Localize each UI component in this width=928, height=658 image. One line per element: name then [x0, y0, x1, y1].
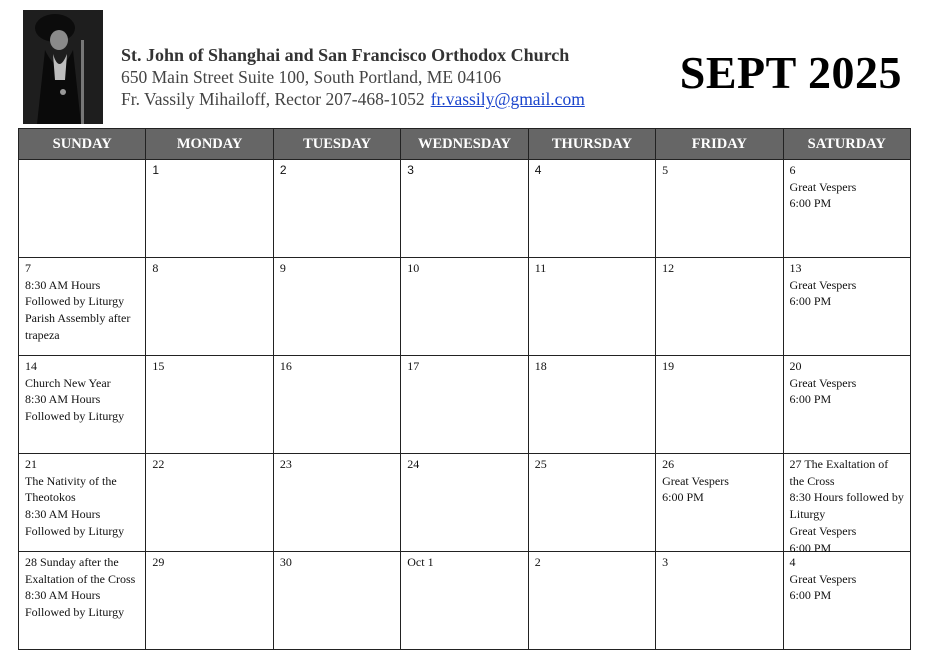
- day-event: 6:00 PM: [789, 196, 832, 211]
- day-event: Followed by Liturgy: [25, 523, 125, 538]
- day-event: 6:00 PM: [789, 588, 832, 603]
- day-cell-content: [152, 358, 266, 449]
- calendar-day-cell[interactable]: [19, 454, 146, 552]
- calendar-day-cell[interactable]: [273, 258, 400, 356]
- day-cell-content: [25, 456, 139, 547]
- day-number: 10: [407, 261, 420, 275]
- day-cell-content: [790, 260, 904, 351]
- day-number: 24: [407, 457, 420, 471]
- calendar-week-row: [19, 160, 911, 258]
- calendar-day-cell[interactable]: [401, 454, 528, 552]
- calendar-day-cell[interactable]: [146, 454, 273, 552]
- day-number: 6: [789, 163, 796, 177]
- calendar-day-cell[interactable]: [528, 454, 655, 552]
- calendar-day-cell[interactable]: [656, 160, 783, 258]
- weekday-header: MONDAY: [146, 129, 273, 160]
- day-event: Great Vespers: [789, 571, 857, 586]
- day-number: 2: [534, 555, 541, 569]
- day-number: 16: [279, 359, 292, 373]
- calendar-day-cell[interactable]: [656, 552, 783, 650]
- weekday-header: THURSDAY: [528, 129, 655, 160]
- church-rector-line: [121, 89, 585, 110]
- day-cell-content: [280, 162, 394, 253]
- day-event: Great Vespers: [789, 523, 857, 538]
- calendar-grid: [18, 128, 911, 650]
- day-number: 18: [534, 359, 547, 373]
- day-cell-content: [790, 358, 904, 449]
- day-cell-content: [662, 260, 776, 351]
- calendar-day-cell[interactable]: [656, 258, 783, 356]
- day-cell-content: [407, 358, 521, 449]
- calendar-week-row: [19, 356, 911, 454]
- calendar-day-cell[interactable]: [19, 356, 146, 454]
- day-cell-content: [152, 456, 266, 547]
- day-number: 19: [662, 359, 675, 373]
- day-cell-content: [280, 358, 394, 449]
- day-event: 8:30 AM Hours: [25, 507, 101, 522]
- day-cell-content: [407, 456, 521, 547]
- day-number: 27 The Exaltation of the Cross: [789, 457, 889, 488]
- calendar-day-cell[interactable]: [528, 356, 655, 454]
- day-cell-content: [789, 456, 904, 555]
- calendar-day-cell[interactable]: [273, 552, 400, 650]
- calendar-day-cell[interactable]: [273, 160, 400, 258]
- calendar-day-cell[interactable]: [401, 160, 528, 258]
- day-cell-content: [152, 554, 266, 645]
- day-number: 20: [789, 359, 802, 373]
- day-number: 8: [152, 261, 159, 275]
- day-cell-content: [535, 358, 649, 449]
- day-cell-content: [25, 554, 139, 645]
- day-cell-content: [662, 456, 776, 547]
- day-cell-content: [790, 554, 904, 645]
- calendar-body: [19, 160, 911, 650]
- weekday-header: SATURDAY: [783, 129, 910, 160]
- day-event: 8:30 AM Hours: [25, 392, 101, 407]
- calendar-day-cell[interactable]: [656, 356, 783, 454]
- day-number: 29: [152, 555, 165, 569]
- day-number: 11: [534, 261, 547, 275]
- day-cell-content: [280, 554, 394, 645]
- day-event: Great Vespers: [789, 179, 857, 194]
- rector-photo: [23, 10, 103, 124]
- day-number: 1: [152, 163, 160, 177]
- day-cell-content: [407, 554, 521, 645]
- day-cell-content: [662, 162, 776, 253]
- day-event: 6:00 PM: [789, 294, 832, 309]
- day-number: 4: [534, 163, 542, 177]
- calendar-day-cell[interactable]: [783, 356, 910, 454]
- calendar-day-cell[interactable]: [146, 552, 273, 650]
- day-number: 17: [407, 359, 420, 373]
- weekday-header: WEDNESDAY: [401, 129, 528, 160]
- day-event: Followed by Liturgy: [25, 409, 125, 424]
- day-number: 26: [662, 457, 675, 471]
- day-cell-content: [25, 162, 139, 253]
- day-cell-content: [790, 162, 904, 253]
- calendar-day-cell[interactable]: [273, 356, 400, 454]
- day-event: 8:30 AM Hours: [25, 588, 101, 603]
- weekday-header-row: [19, 129, 911, 160]
- day-cell-content: [407, 260, 521, 351]
- calendar-week-row: [19, 258, 911, 356]
- day-number: 3: [407, 163, 414, 177]
- calendar-day-cell[interactable]: [273, 454, 400, 552]
- day-number: 14: [25, 359, 37, 373]
- day-cell-content: [25, 358, 139, 449]
- day-number: 21: [25, 457, 37, 471]
- day-cell-content: [535, 554, 649, 645]
- day-event: The Nativity of the Theotokos: [25, 473, 117, 505]
- calendar-day-cell[interactable]: [528, 552, 655, 650]
- day-number: 28 Sunday after the Exaltation of the Cross: [25, 555, 136, 586]
- calendar-week-row: [19, 552, 911, 650]
- calendar-day-cell[interactable]: [401, 258, 528, 356]
- weekday-header: TUESDAY: [273, 129, 400, 160]
- day-cell-content: [152, 162, 266, 253]
- calendar-day-cell[interactable]: [783, 552, 910, 650]
- rector-contact: Fr. Vassily Mihailoff, Rector 207-468-1052: [121, 89, 425, 109]
- day-number: 5: [662, 163, 669, 177]
- day-number: 3: [662, 555, 669, 569]
- day-event: Great Vespers: [789, 375, 857, 390]
- calendar-day-cell[interactable]: [528, 258, 655, 356]
- day-event: 8:30 AM Hours: [25, 277, 101, 292]
- day-number: 23: [279, 457, 292, 471]
- day-number: 4: [789, 555, 796, 569]
- calendar-day-cell[interactable]: [146, 356, 273, 454]
- calendar-day-cell[interactable]: [146, 258, 273, 356]
- weekday-header: SUNDAY: [19, 129, 146, 160]
- day-event: Parish Assembly after trapeza: [25, 311, 131, 342]
- email-link[interactable]: fr.vassily@gmail.com: [430, 89, 585, 109]
- calendar-day-cell[interactable]: [146, 160, 273, 258]
- day-event: Great Vespers: [789, 277, 857, 292]
- day-event: 6:00 PM: [789, 392, 832, 407]
- day-cell-content: [407, 162, 521, 253]
- day-cell-content: [280, 456, 394, 547]
- calendar-day-cell[interactable]: [528, 160, 655, 258]
- church-name: St. John of Shanghai and San Francisco Orthodox Church: [121, 45, 570, 65]
- day-cell-content: [535, 260, 649, 351]
- day-number: 30: [279, 555, 292, 569]
- day-cell-content: [280, 260, 394, 351]
- day-cell-content: [662, 554, 776, 645]
- calendar-day-cell[interactable]: [401, 552, 528, 650]
- calendar-day-cell[interactable]: [783, 160, 910, 258]
- calendar-day-cell[interactable]: [19, 160, 146, 258]
- day-cell-content: [662, 358, 776, 449]
- day-event: Followed by Liturgy: [25, 605, 125, 620]
- church-address: 650 Main Street Suite 100, South Portland, ME 04106: [121, 67, 502, 87]
- day-event: Church New Year: [25, 375, 111, 390]
- day-event: Followed by Liturgy: [25, 294, 125, 309]
- day-cell-content: [535, 162, 649, 253]
- day-event: 6:00 PM: [662, 490, 704, 505]
- month-title: SEPT 2025: [679, 47, 902, 98]
- weekday-header: FRIDAY: [656, 129, 783, 160]
- calendar-day-cell[interactable]: [783, 454, 910, 555]
- calendar-day-cell[interactable]: [19, 552, 146, 650]
- calendar-day-cell[interactable]: [401, 356, 528, 454]
- calendar-day-cell[interactable]: [656, 454, 783, 552]
- day-cell-content: [535, 456, 649, 547]
- day-number: 15: [152, 359, 165, 373]
- day-event: 8:30 Hours followed by Liturgy: [789, 490, 904, 522]
- day-number: Oct 1: [407, 555, 434, 569]
- day-number: 2: [279, 163, 287, 177]
- day-event: 6:00 PM: [789, 540, 832, 555]
- day-number: 13: [789, 261, 802, 275]
- calendar-week-row: [19, 454, 911, 552]
- calendar-day-cell[interactable]: [783, 258, 910, 356]
- day-cell-content: [152, 260, 266, 351]
- day-number: 22: [152, 457, 165, 471]
- day-cell-content: [25, 260, 139, 351]
- day-number: 7: [25, 261, 31, 275]
- day-number: 12: [662, 261, 675, 275]
- day-event: Great Vespers: [662, 473, 729, 488]
- day-number: 9: [279, 261, 286, 275]
- calendar-day-cell[interactable]: [19, 258, 146, 356]
- day-number: 25: [534, 457, 547, 471]
